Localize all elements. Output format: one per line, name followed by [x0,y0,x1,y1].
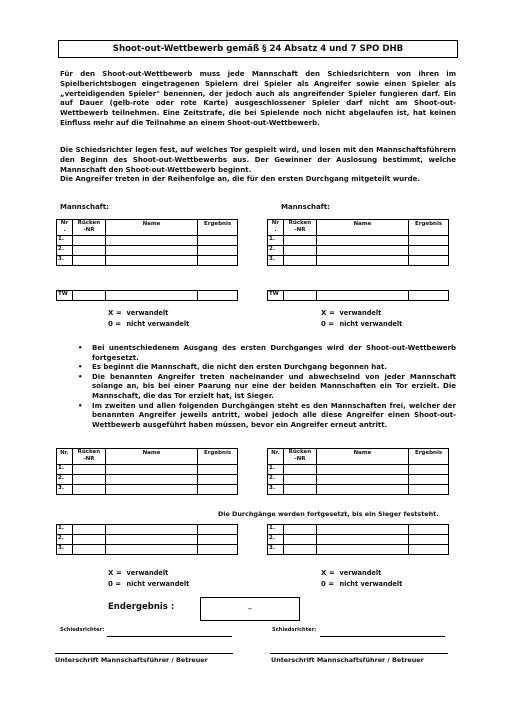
col-ruecken: Rücken [77,220,101,226]
team-label-right: Mannschaft: [281,203,330,211]
captain-signature-line-left[interactable] [55,653,233,654]
first-round-table-right: Nr . Rücken -NR Name Ergebnis 1. 2. 3. [267,219,449,266]
goalkeeper-row-right: TW [267,290,449,301]
table-row: 1. [268,236,449,246]
table-row: 2. [268,535,449,545]
rules-list [78,344,456,430]
table-row: 1. [57,236,238,246]
col-nr: Nr [60,220,69,226]
referee-label-left: Schiedsrichter: [60,627,105,633]
table-row: 2. [57,246,238,256]
table-row: 1. [57,525,238,535]
third-round-table-right [267,524,449,555]
procedure-paragraph: Die Schiedsrichter legen fest, auf welches Tor gespielt wird, und losen mit den Mannschaftsführern den Beginn des Shoot-out-Wettbewerbs aus. Der Gewinner der Auslosung bestimmt, welche Mannschaft den Shoot-out-Wettbewerb beginnt. [60,146,456,174]
table-row: 3. [268,256,449,266]
legend-o-left: 0 = nicht verwandelt [108,320,190,328]
table-row: 1. [268,465,449,475]
captain-signature-label-left: Unterschrift Mannschaftsführer / Betreuer [55,656,208,664]
legend-x-right-2: X = verwandelt [321,569,382,577]
legend-o-right-2: 0 = nicht verwandelt [321,580,403,588]
legend-o-left-2: 0 = nicht verwandelt [108,580,190,588]
table-row: 3. [268,545,449,555]
order-paragraph: Die Angreifer treten in der Reihenfolge an, die für den ersten Durchgang mitgeteilt wurde. [60,175,421,183]
legend-o-right: 0 = nicht verwandelt [321,320,403,328]
list-item: • Bei unentschiedenem Ausgang des ersten Durchganges wird der Shoot-out-Wettbewerb fortgesetzt. [78,344,456,363]
legend-x-left-2: X = verwandelt [108,569,169,577]
referee-signature-line-left[interactable] [107,636,232,637]
table-row: 1. [57,465,238,475]
final-result-label: Endergebnis : [108,602,175,612]
table-row: 3. [268,485,449,495]
col-name: Name [105,220,197,236]
list-item: • Die benannten Angreifer treten nacheinander und abwechselnd von jeder Mannschaft solange an, bis bei einer Paarung nur eine der beiden Mannschaften ein Tor erzielt. Die Mannschaft, die das Tor erzielt hat, ist Sieger. [78,373,456,402]
table-row: 3. [57,485,238,495]
table-row: 3. [57,545,238,555]
list-item: • Im zweiten und allen folgenden Durchgängen steht es den Mannschaften frei, welcher der benannten Angreifer jeweils antritt, wobei jedoch alle diese Angreifer einen Shoot-out-Wettbewerb ausgeführt haben müssen, bevor ein Angreifer erneut antritt. [78,402,456,431]
continue-note: Die Durchgänge werden fortgesetzt, bis ein Sieger feststeht. [218,510,439,518]
legend-x-right: X = verwandelt [321,309,382,317]
intro-paragraph: Für den Shoot-out-Wettbewerb muss jede Mannschaft den Schiedsrichtern von ihren im Spielberichtsbogen eingetragenen Spielern drei Spieler als Angreifer sowie einen Spieler als „verteidigenden Spieler" benennen, der jedoch auch als angreifender Spieler fungieren darf. Ein auf Dauer (gelb-rote oder rote Karte) ausgeschlossener Spieler darf nicht am Shoot-out-Wettbewerb teilnehmen. Eine Zeitstrafe, die bei Spielende noch nicht abgelaufen ist, hat keinen Einfluss mehr auf die Teilnahme an einem Shoot-out-Wettbewerb. [60,70,456,127]
legend-x-left: X = verwandelt [108,309,169,317]
form-title: Shoot-out-Wettbewerb gemäß § 24 Absatz 4 und 7 SPO DHB [58,40,458,58]
table-row: 1. [268,525,449,535]
team-label-left: Mannschaft: [60,203,109,211]
referee-label-right: Schiedsrichter: [272,627,317,633]
list-item: • Es beginnt die Mannschaft, die nicht den ersten Durchgang begonnen hat. [78,363,456,373]
table-row: 2. [57,535,238,545]
referee-signature-line-right[interactable] [320,636,445,637]
second-round-table-right: Nr. Rücken -NR Name Ergebnis 1. 2. 3. [267,448,449,495]
first-round-table-left: Nr . Rücken -NR Name Ergebnis 1. 2. 3. [56,219,238,266]
third-round-table-left [56,524,238,555]
table-row: 2. [268,246,449,256]
captain-signature-label-right: Unterschrift Mannschaftsführer / Betreuer [271,656,424,664]
table-row: 2. [268,475,449,485]
table-row: 3. [57,256,238,266]
captain-signature-line-right[interactable] [270,653,448,654]
table-row: 2. [57,475,238,485]
second-round-table-left: Nr. Rücken -NR Name Ergebnis 1. 2. 3. [56,448,238,495]
final-result-box[interactable]: – [200,597,300,621]
col-ergebnis: Ergebnis [198,220,238,236]
goalkeeper-row-left: TW [56,290,238,301]
